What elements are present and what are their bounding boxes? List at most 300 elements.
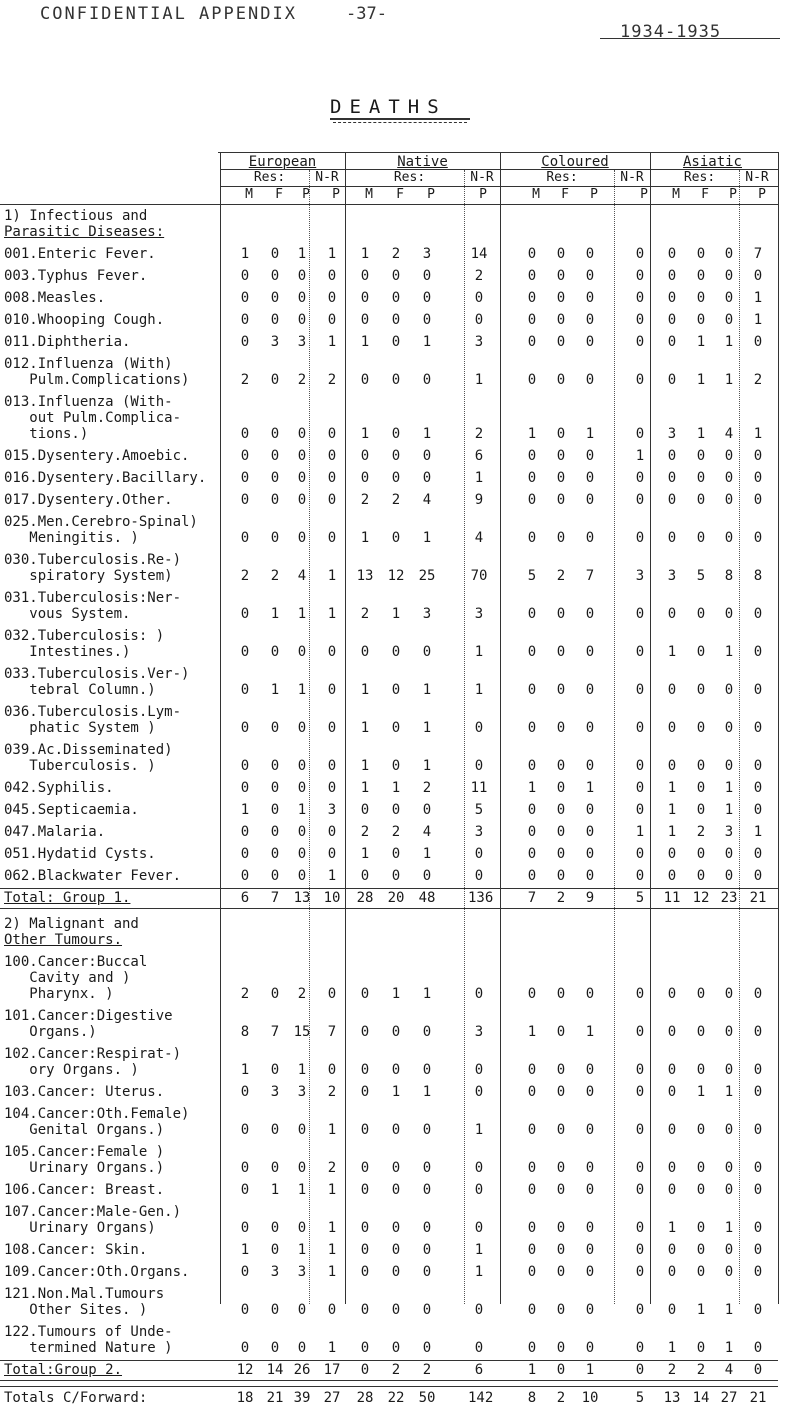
total-value: 13: [293, 890, 311, 906]
cell-value: 2: [556, 568, 566, 584]
row-label: 109.Cancer:Oth.Organs.: [4, 1264, 190, 1280]
cell-value: 0: [240, 682, 250, 698]
cell-value: 0: [667, 470, 677, 486]
cell-value: 0: [360, 1242, 370, 1258]
cell-value: 1: [696, 1084, 706, 1100]
total-value: 17: [323, 1362, 341, 1378]
cell-value: 1: [696, 334, 706, 350]
cell-value: 0: [240, 846, 250, 862]
cell-value: 1: [240, 1062, 250, 1078]
cell-value: 0: [527, 1264, 537, 1280]
cell-value: 5: [527, 568, 537, 584]
cell-value: 1: [297, 1062, 307, 1078]
cell-value: 0: [240, 1084, 250, 1100]
section-heading: 2) Malignant and: [4, 916, 139, 932]
cell-value: 0: [667, 268, 677, 284]
row-label: 105.Cancer:Female ): [4, 1144, 165, 1160]
cell-value: 0: [474, 290, 484, 306]
cell-value: 0: [391, 802, 401, 818]
row-label: ory Organs. ): [4, 1062, 139, 1078]
cell-value: 0: [270, 290, 280, 306]
cell-value: 0: [585, 492, 595, 508]
cell-value: 1: [327, 568, 337, 584]
cell-value: 0: [585, 334, 595, 350]
cell-value: 12: [387, 568, 405, 584]
grand-total-value: 27: [720, 1390, 738, 1406]
col-header-m: M: [245, 187, 253, 202]
cell-value: 70: [470, 568, 488, 584]
cell-value: 0: [724, 682, 734, 698]
cell-value: 0: [391, 1264, 401, 1280]
cell-value: 4: [297, 568, 307, 584]
cell-value: 9: [474, 492, 484, 508]
col-header-p: P: [427, 187, 435, 202]
group-divider: [500, 152, 501, 1304]
cell-value: 1: [753, 824, 763, 840]
cell-value: 0: [667, 372, 677, 388]
cell-value: 0: [240, 1182, 250, 1198]
cell-value: 7: [327, 1024, 337, 1040]
cell-value: 0: [270, 720, 280, 736]
cell-value: 2: [297, 986, 307, 1002]
cell-value: 0: [753, 1264, 763, 1280]
row-label: vous System.: [4, 606, 131, 622]
cell-value: 0: [297, 1302, 307, 1318]
cell-value: 2: [240, 568, 250, 584]
row-label: Tuberculosis. ): [4, 758, 156, 774]
cell-value: 0: [297, 530, 307, 546]
cell-value: 0: [422, 1160, 432, 1176]
cell-value: 0: [635, 426, 645, 442]
cell-value: 0: [635, 372, 645, 388]
cell-value: 0: [585, 290, 595, 306]
cell-value: 0: [391, 1340, 401, 1356]
cell-value: 3: [667, 568, 677, 584]
cell-value: 0: [360, 372, 370, 388]
total-value: 6: [240, 890, 250, 906]
cell-value: 0: [585, 868, 595, 884]
cell-value: 0: [422, 1340, 432, 1356]
cell-value: 1: [474, 470, 484, 486]
cell-value: 0: [270, 802, 280, 818]
cell-value: 1: [667, 824, 677, 840]
cell-value: 0: [667, 1084, 677, 1100]
row-label: 062.Blackwater Fever.: [4, 868, 182, 884]
cell-value: 0: [327, 312, 337, 328]
cell-value: 0: [360, 312, 370, 328]
cell-value: 0: [635, 868, 645, 884]
cell-value: 1: [474, 1264, 484, 1280]
col-header-p: P: [590, 187, 598, 202]
cell-value: 4: [422, 492, 432, 508]
cell-value: 0: [585, 372, 595, 388]
cell-value: 1: [327, 1242, 337, 1258]
cell-value: 0: [724, 986, 734, 1002]
cell-value: 0: [391, 372, 401, 388]
cell-value: 0: [696, 290, 706, 306]
row-label: phatic System ): [4, 720, 156, 736]
cell-value: 0: [696, 1160, 706, 1176]
cell-value: 1: [327, 1220, 337, 1236]
cell-value: 1: [585, 1024, 595, 1040]
cell-value: 1: [422, 758, 432, 774]
cell-value: 0: [240, 448, 250, 464]
cell-value: 2: [391, 246, 401, 262]
cell-value: 0: [474, 1182, 484, 1198]
cell-value: 1: [753, 426, 763, 442]
cell-value: 1: [327, 334, 337, 350]
total-value: 0: [635, 1362, 645, 1378]
cell-value: 1: [360, 246, 370, 262]
cell-value: 3: [422, 606, 432, 622]
row-label: Urinary Organs): [4, 1220, 156, 1236]
group-divider: [220, 152, 221, 1304]
cell-value: 0: [753, 448, 763, 464]
cell-value: 0: [635, 268, 645, 284]
colheader-rule: [220, 186, 778, 187]
cell-value: 0: [635, 682, 645, 698]
cell-value: 0: [556, 868, 566, 884]
cell-value: 0: [527, 448, 537, 464]
cell-value: 0: [724, 1024, 734, 1040]
total-bottom-rule: [0, 1380, 778, 1381]
cell-value: 0: [635, 530, 645, 546]
cell-value: 1: [360, 846, 370, 862]
cell-value: 0: [667, 1242, 677, 1258]
row-label: 108.Cancer: Skin.: [4, 1242, 148, 1258]
cell-value: 0: [391, 334, 401, 350]
cell-value: 0: [360, 1182, 370, 1198]
cell-value: 1: [297, 606, 307, 622]
cell-value: 2: [360, 606, 370, 622]
cell-value: 0: [667, 530, 677, 546]
cell-value: 1: [696, 372, 706, 388]
cell-value: 0: [270, 1340, 280, 1356]
cell-value: 1: [360, 682, 370, 698]
total-value: 9: [585, 890, 595, 906]
total-value: 12: [692, 890, 710, 906]
cell-value: 0: [753, 470, 763, 486]
cell-value: 0: [556, 720, 566, 736]
cell-value: 0: [527, 1340, 537, 1356]
cell-value: 0: [422, 868, 432, 884]
cell-value: 0: [391, 720, 401, 736]
row-label: out Pulm.Complica-: [4, 410, 182, 426]
cell-value: 0: [360, 802, 370, 818]
cell-value: 0: [667, 246, 677, 262]
cell-value: 1: [360, 426, 370, 442]
cell-value: 0: [753, 780, 763, 796]
cell-value: 0: [556, 802, 566, 818]
cell-value: 0: [327, 682, 337, 698]
cell-value: 0: [527, 606, 537, 622]
cell-value: 0: [724, 1122, 734, 1138]
row-label: 033.Tuberculosis.Ver-): [4, 666, 190, 682]
cell-value: 0: [724, 246, 734, 262]
col-header-m: M: [672, 187, 680, 202]
cell-value: 0: [585, 606, 595, 622]
cell-value: 0: [527, 1182, 537, 1198]
cell-value: 0: [724, 846, 734, 862]
cell-value: 0: [667, 1024, 677, 1040]
cell-value: 3: [724, 824, 734, 840]
row-label: 016.Dysentery.Bacillary.: [4, 470, 207, 486]
cell-value: 0: [422, 644, 432, 660]
cell-value: 0: [240, 780, 250, 796]
cell-value: 1: [474, 644, 484, 660]
cell-value: 0: [422, 1220, 432, 1236]
cell-value: 0: [391, 1062, 401, 1078]
cell-value: 11: [470, 780, 488, 796]
cell-value: 0: [360, 1160, 370, 1176]
cell-value: 0: [635, 470, 645, 486]
cell-value: 0: [527, 644, 537, 660]
grand-total-value: 18: [236, 1390, 254, 1406]
cell-value: 0: [391, 1302, 401, 1318]
cell-value: 1: [474, 372, 484, 388]
cell-value: 0: [240, 1340, 250, 1356]
total-value: 4: [724, 1362, 734, 1378]
cell-value: 0: [556, 470, 566, 486]
header-bottom-rule: [0, 204, 778, 205]
cell-value: 0: [556, 1084, 566, 1100]
cell-value: 1: [474, 1122, 484, 1138]
cell-value: 0: [696, 1062, 706, 1078]
total-value: 2: [556, 890, 566, 906]
cell-value: 0: [527, 682, 537, 698]
cell-value: 1: [585, 780, 595, 796]
grand-total-value: 50: [418, 1390, 436, 1406]
cell-value: 2: [474, 268, 484, 284]
row-label: 010.Whooping Cough.: [4, 312, 165, 328]
cell-value: 0: [391, 846, 401, 862]
cell-value: 0: [724, 1182, 734, 1198]
cell-value: 0: [422, 802, 432, 818]
row-label: Urinary Organs.): [4, 1160, 165, 1176]
cell-value: 0: [270, 824, 280, 840]
cell-value: 0: [527, 530, 537, 546]
grand-total-top-rule: [0, 1386, 778, 1387]
cell-value: 0: [327, 470, 337, 486]
cell-value: 1: [667, 1220, 677, 1236]
cell-value: 0: [527, 846, 537, 862]
total-value: 2: [391, 1362, 401, 1378]
cell-value: 3: [635, 568, 645, 584]
cell-value: 0: [556, 1220, 566, 1236]
cell-value: 0: [360, 1024, 370, 1040]
cell-value: 2: [270, 568, 280, 584]
row-label: 042.Syphilis.: [4, 780, 114, 796]
cell-value: 0: [585, 246, 595, 262]
nr-divider: [614, 170, 615, 1304]
cell-value: 25: [418, 568, 436, 584]
cell-value: 0: [696, 758, 706, 774]
cell-value: 0: [585, 1160, 595, 1176]
cell-value: 0: [360, 1084, 370, 1100]
cell-value: 1: [474, 1242, 484, 1258]
cell-value: 0: [696, 1220, 706, 1236]
cell-value: 7: [753, 246, 763, 262]
cell-value: 0: [360, 470, 370, 486]
cell-value: 1: [297, 1182, 307, 1198]
cell-value: 0: [696, 246, 706, 262]
cell-value: 0: [753, 334, 763, 350]
row-label: Cavity and ): [4, 970, 131, 986]
cell-value: 0: [667, 1182, 677, 1198]
cell-value: 0: [724, 470, 734, 486]
cell-value: 0: [270, 470, 280, 486]
cell-value: 0: [724, 448, 734, 464]
cell-value: 5: [696, 568, 706, 584]
cell-value: 0: [585, 1264, 595, 1280]
cell-value: 0: [667, 758, 677, 774]
row-label: 047.Malaria.: [4, 824, 106, 840]
cell-value: 2: [327, 1160, 337, 1176]
cell-value: 0: [556, 1122, 566, 1138]
cell-value: 0: [527, 802, 537, 818]
cell-value: 0: [667, 312, 677, 328]
cell-value: 0: [556, 372, 566, 388]
cell-value: 1: [327, 606, 337, 622]
cell-value: 0: [474, 312, 484, 328]
cell-value: 0: [327, 846, 337, 862]
cell-value: 1: [360, 758, 370, 774]
cell-value: 0: [422, 470, 432, 486]
cell-value: 0: [297, 1220, 307, 1236]
cell-value: 0: [527, 824, 537, 840]
cell-value: 0: [585, 312, 595, 328]
cell-value: 0: [527, 868, 537, 884]
cell-value: 0: [556, 530, 566, 546]
cell-value: 0: [696, 682, 706, 698]
cell-value: 15: [293, 1024, 311, 1040]
cell-value: 0: [753, 758, 763, 774]
cell-value: 0: [297, 1160, 307, 1176]
row-label: 122.Tumours of Unde-: [4, 1324, 173, 1340]
cell-value: 0: [753, 1220, 763, 1236]
cell-value: 0: [297, 780, 307, 796]
cell-value: 0: [724, 720, 734, 736]
cell-value: 0: [696, 606, 706, 622]
cell-value: 0: [556, 312, 566, 328]
cell-value: 0: [270, 268, 280, 284]
cell-value: 0: [696, 1264, 706, 1280]
cell-value: 0: [297, 268, 307, 284]
cell-value: 0: [474, 1160, 484, 1176]
cell-value: 0: [327, 1302, 337, 1318]
cell-value: 1: [327, 1182, 337, 1198]
cell-value: 0: [753, 1024, 763, 1040]
cell-value: 1: [391, 986, 401, 1002]
cell-value: 0: [585, 758, 595, 774]
col-header-p: P: [729, 187, 737, 202]
cell-value: 0: [297, 1340, 307, 1356]
total-top-rule: [0, 888, 778, 889]
cell-value: 0: [327, 720, 337, 736]
cell-value: 0: [585, 986, 595, 1002]
cell-value: 0: [391, 470, 401, 486]
total-value: 28: [356, 890, 374, 906]
cell-value: 0: [635, 312, 645, 328]
group-header-native: Native: [397, 154, 448, 170]
cell-value: 0: [635, 606, 645, 622]
total-value: 0: [753, 1362, 763, 1378]
cell-value: 1: [667, 644, 677, 660]
cell-value: 0: [474, 1220, 484, 1236]
cell-value: 0: [556, 1242, 566, 1258]
cell-value: 0: [753, 492, 763, 508]
cell-value: 0: [556, 334, 566, 350]
cell-value: 1: [474, 682, 484, 698]
cell-value: 0: [527, 720, 537, 736]
cell-value: 7: [585, 568, 595, 584]
col-header-p: P: [758, 187, 766, 202]
row-label: Genital Organs.): [4, 1122, 165, 1138]
cell-value: 0: [474, 1302, 484, 1318]
cell-value: 1: [585, 426, 595, 442]
cell-value: 0: [391, 758, 401, 774]
cell-value: 0: [556, 1024, 566, 1040]
cell-value: 0: [753, 1302, 763, 1318]
cell-value: 0: [527, 1084, 537, 1100]
cell-value: 1: [240, 802, 250, 818]
cell-value: 1: [696, 1302, 706, 1318]
grand-total-value: 22: [387, 1390, 405, 1406]
cell-value: 0: [474, 868, 484, 884]
cell-value: 1: [635, 824, 645, 840]
cell-value: 0: [724, 868, 734, 884]
cell-value: 0: [270, 312, 280, 328]
cell-value: 1: [527, 780, 537, 796]
row-label: 013.Influenza (With-: [4, 394, 173, 410]
cell-value: 2: [474, 426, 484, 442]
cell-value: 0: [635, 644, 645, 660]
cell-value: 1: [724, 802, 734, 818]
cell-value: 0: [556, 1264, 566, 1280]
group-res-label: Res:: [683, 170, 716, 185]
cell-value: 0: [360, 1122, 370, 1138]
cell-value: 0: [240, 492, 250, 508]
cell-value: 0: [556, 758, 566, 774]
cell-value: 3: [474, 606, 484, 622]
row-label: 030.Tuberculosis.Re-): [4, 552, 182, 568]
row-label: Intestines.): [4, 644, 131, 660]
cell-value: 0: [240, 334, 250, 350]
total-value: 14: [266, 1362, 284, 1378]
row-label: Pulm.Complications): [4, 372, 190, 388]
cell-value: 1: [667, 802, 677, 818]
cell-value: 2: [360, 824, 370, 840]
row-label: 102.Cancer:Respirat-): [4, 1046, 182, 1062]
cell-value: 1: [527, 1024, 537, 1040]
cell-value: 3: [297, 1264, 307, 1280]
cell-value: 0: [527, 758, 537, 774]
cell-value: 8: [724, 568, 734, 584]
cell-value: 0: [635, 1122, 645, 1138]
total-value: 48: [418, 890, 436, 906]
cell-value: 0: [667, 1160, 677, 1176]
cell-value: 2: [240, 372, 250, 388]
col-header-m: M: [532, 187, 540, 202]
cell-value: 0: [585, 1122, 595, 1138]
cell-value: 3: [474, 334, 484, 350]
cell-value: 1: [724, 644, 734, 660]
cell-value: 0: [527, 1220, 537, 1236]
row-label: 039.Ac.Disseminated): [4, 742, 173, 758]
total-value: 136: [468, 890, 494, 906]
cell-value: 0: [585, 470, 595, 486]
table-right-rule: [778, 152, 779, 1304]
